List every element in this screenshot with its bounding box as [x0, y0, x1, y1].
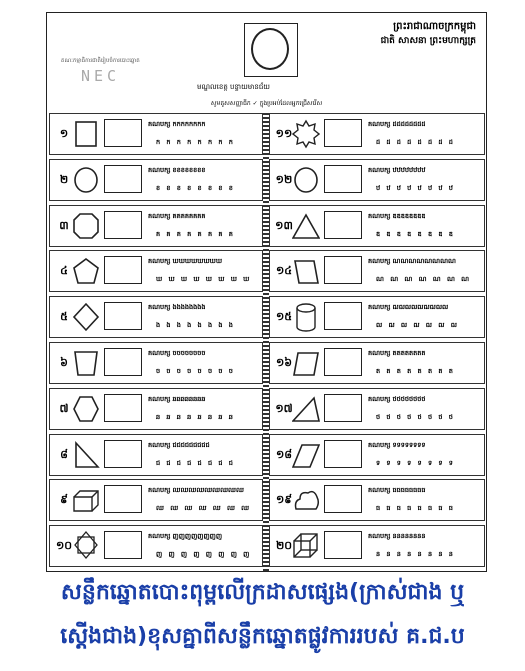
vote-checkbox[interactable]: [324, 348, 362, 376]
party-number: ១៣: [275, 218, 293, 232]
party-row: [49, 434, 263, 476]
vote-checkbox[interactable]: [324, 119, 362, 147]
vote-checkbox[interactable]: [104, 119, 142, 147]
country-motto: ជាតិ សាសនា ព្រះមហាក្សត្រ: [380, 36, 476, 46]
candidate-list: ឃ ឃ ឃ ឃ ឃ ឃ ឃ ឃ: [156, 275, 252, 284]
party-row: [269, 159, 485, 201]
vote-checkbox[interactable]: [104, 256, 142, 284]
vote-checkbox[interactable]: [324, 531, 362, 559]
party-number: ១៨: [275, 447, 293, 461]
burst-logo-icon: [292, 119, 320, 149]
vote-checkbox[interactable]: [324, 211, 362, 239]
party-number: ៩: [60, 493, 68, 507]
candidate-list: ញ ញ ញ ញ ញ ញ ញ ញ: [156, 550, 252, 559]
candidate-list: ធ ធ ធ ធ ធ ធ ធ ធ: [376, 504, 455, 513]
vote-checkbox[interactable]: [324, 302, 362, 330]
party-name: គណបក្ស ណណណណណណណណ: [368, 257, 456, 266]
constituency-label: មណ្ឌលខេត្ត បន្ទាយមានជ័យ: [197, 83, 270, 91]
vote-checkbox[interactable]: [324, 440, 362, 468]
candidate-list: ណ ណ ណ ណ ណ ណ ណ: [376, 275, 472, 284]
box3d-logo-icon: [72, 485, 100, 515]
party-number: ១៦: [275, 356, 293, 369]
official-seal: [244, 23, 298, 77]
country-title: ព្រះរាជាណាចក្រកម្ពុជា: [393, 21, 476, 32]
trapezoid2-logo-icon: [292, 348, 320, 378]
party-number: ៣: [59, 218, 69, 232]
vote-checkbox[interactable]: [104, 531, 142, 559]
cup-logo-icon: [72, 348, 100, 378]
triangle-right-logo-icon: [72, 440, 100, 470]
triangle2-logo-icon: [292, 394, 320, 424]
party-name: គណបក្ស ខខខខខខខខ: [148, 165, 206, 174]
party-row: [269, 479, 485, 521]
vote-checkbox[interactable]: [104, 211, 142, 239]
party-name: គណបក្ស តតតតតតតត: [368, 349, 426, 357]
party-number: ១៥: [275, 310, 293, 324]
hexagon-logo-icon: [72, 394, 100, 424]
candidate-list: ឆ ឆ ឆ ឆ ឆ ឆ ឆ ឆ: [156, 412, 235, 421]
party-name: គណបក្ស កកកកកកកក: [148, 120, 206, 128]
cloud-logo-icon: [292, 485, 320, 515]
oval-logo-icon: [292, 165, 320, 195]
candidate-list: ខ ខ ខ ខ ខ ខ ខ ខ: [156, 183, 235, 192]
party-columns: [47, 113, 486, 571]
candidate-list: ឍ ឍ ឍ ឍ ឍ ឍ ឍ: [376, 321, 459, 330]
vote-checkbox[interactable]: [104, 302, 142, 330]
party-number: ១០: [55, 539, 73, 553]
candidate-list: គ គ គ គ គ គ គ គ: [156, 229, 235, 238]
party-name: គណបក្ស ជជជជជជជជជ: [148, 440, 210, 449]
party-number: ១១: [275, 127, 293, 140]
star-logo-icon: [72, 531, 100, 561]
nec-logo: NEC: [81, 67, 121, 85]
caption-line-1: សន្លឹកឆ្នោតបោះពុម្ពលើក្រដាសផ្សេង(ក្រាស់ជាង ឬ: [60, 580, 465, 605]
party-number: ២: [59, 172, 69, 186]
party-row: [269, 205, 485, 247]
rect-logo-icon: [72, 119, 100, 149]
candidate-list: ច ច ច ច ច ច ច ច: [156, 367, 235, 375]
party-name: គណបក្ស គគគគគគគគ: [148, 211, 206, 220]
parallelogram-logo-icon: [292, 440, 320, 470]
party-number: ៤: [60, 264, 68, 278]
party-name: គណបក្ស ធធធធធធធធ: [368, 486, 426, 495]
vote-checkbox[interactable]: [104, 485, 142, 513]
party-row: [49, 113, 263, 155]
party-name: គណបក្ស ចចចចចចចច: [148, 349, 206, 357]
vote-checkbox[interactable]: [324, 165, 362, 193]
party-row: [49, 342, 263, 384]
party-number: ១៧: [275, 401, 293, 415]
party-row: [269, 342, 485, 384]
seal-oval-icon: [251, 28, 289, 70]
triangle-logo-icon: [292, 211, 320, 241]
vote-checkbox[interactable]: [324, 485, 362, 513]
party-number: ២០: [275, 539, 293, 553]
party-name: គណបក្ស នននននននន: [368, 532, 426, 541]
party-name: គណបក្ស ទទទទទទទទ: [368, 440, 426, 449]
oval-logo-icon: [72, 165, 100, 195]
candidate-list: ឈ ឈ ឈ ឈ ឈ ឈ ឈ: [156, 504, 252, 513]
party-row: [269, 434, 485, 476]
pentagon-logo-icon: [72, 256, 100, 286]
candidate-list: ត ត ត ត ត ត ត ត: [376, 367, 455, 375]
party-name: គណបក្ស ងងងងងងងង: [148, 303, 206, 312]
committee-name: គណៈកម្មាធិការជាតិរៀបចំការបោះឆ្នោត: [61, 58, 140, 64]
candidate-list: ដ ដ ដ ដ ដ ដ ដ ដ: [376, 138, 455, 146]
party-row: [49, 250, 263, 292]
party-number: ៦: [60, 356, 68, 369]
cube-logo-icon: [292, 531, 320, 561]
candidate-list: ក ក ក ក ក ក ក ក: [156, 138, 235, 146]
party-column-left: [49, 113, 263, 571]
party-row: [269, 250, 485, 292]
party-number: ១៩: [275, 493, 293, 507]
party-number: ១៤: [275, 264, 293, 278]
party-row: [49, 388, 263, 430]
party-row: [49, 479, 263, 521]
party-name: គណបក្ស ឃឃឃឃឃឃឃឃ: [148, 257, 223, 266]
candidate-list: ឌ ឌ ឌ ឌ ឌ ឌ ឌ ឌ: [376, 229, 455, 238]
candidate-list: ន ន ន ន ន ន ន ន: [376, 550, 455, 559]
candidate-list: ទ ទ ទ ទ ទ ទ ទ ទ: [376, 458, 455, 467]
party-column-right: [269, 113, 485, 571]
party-name: គណបក្ស ញញញញញញញញ: [148, 532, 223, 541]
candidate-list: ជ ជ ជ ជ ជ ជ ជ ជ: [156, 458, 235, 467]
vote-checkbox[interactable]: [324, 394, 362, 422]
party-name: គណបក្ស ឋឋឋឋឋឋឋឋ: [368, 165, 426, 174]
vote-checkbox[interactable]: [104, 440, 142, 468]
candidate-list: ថ ថ ថ ថ ថ ថ ថ ថ: [376, 412, 455, 421]
party-name: គណបក្ស ដដដដដដដដ: [368, 120, 426, 128]
party-number: ៨: [60, 447, 68, 461]
party-row: [269, 296, 485, 338]
party-row: [269, 388, 485, 430]
vote-checkbox[interactable]: [104, 394, 142, 422]
party-number: ១២: [275, 172, 293, 186]
party-name: គណបក្ស ឍឍឍឍឍឍឍឍឍ: [368, 303, 449, 312]
party-name: គណបក្ស ថថថថថថថថ: [368, 394, 426, 403]
sample-ballot: [46, 12, 487, 572]
party-name: គណបក្ស ឈឈឈឈឈឈឈឈឈ: [148, 486, 244, 495]
trapezoid-logo-icon: [292, 256, 320, 286]
cylinder-logo-icon: [292, 302, 320, 332]
candidate-list: ឋ ឋ ឋ ឋ ឋ ឋ ឋ ឋ: [376, 183, 455, 192]
voting-instruction: សូមគូសសញ្ញាធីក ✓ ក្នុងប្រអប់ដែលអ្នកជ្រើសរើស: [210, 100, 323, 107]
candidate-list: ង ង ង ង ង ង ង ង: [156, 321, 235, 330]
party-row: [269, 113, 485, 155]
party-row: [49, 205, 263, 247]
caption-line-2: ស្តើងជាង)ខុសគ្នាពីសន្លឹកឆ្នោតផ្លូវការរបស់ គ.ជ.ប: [60, 624, 465, 649]
party-row: [49, 296, 263, 338]
party-name: គណបក្ស ឆឆឆឆឆឆឆឆ: [148, 394, 206, 403]
party-name: គណបក្ស ឌឌឌឌឌឌឌឌ: [368, 211, 426, 220]
vote-checkbox[interactable]: [324, 256, 362, 284]
octagon-logo-icon: [72, 211, 100, 241]
party-row: [49, 159, 263, 201]
party-number: ៧: [59, 401, 69, 415]
party-number: ១: [59, 127, 69, 140]
party-row: [269, 525, 485, 567]
ballot-header: [47, 13, 486, 113]
diamond-logo-icon: [72, 302, 100, 332]
party-row: [49, 525, 263, 567]
vote-checkbox[interactable]: [104, 165, 142, 193]
vote-checkbox[interactable]: [104, 348, 142, 376]
party-number: ៥: [60, 310, 68, 324]
